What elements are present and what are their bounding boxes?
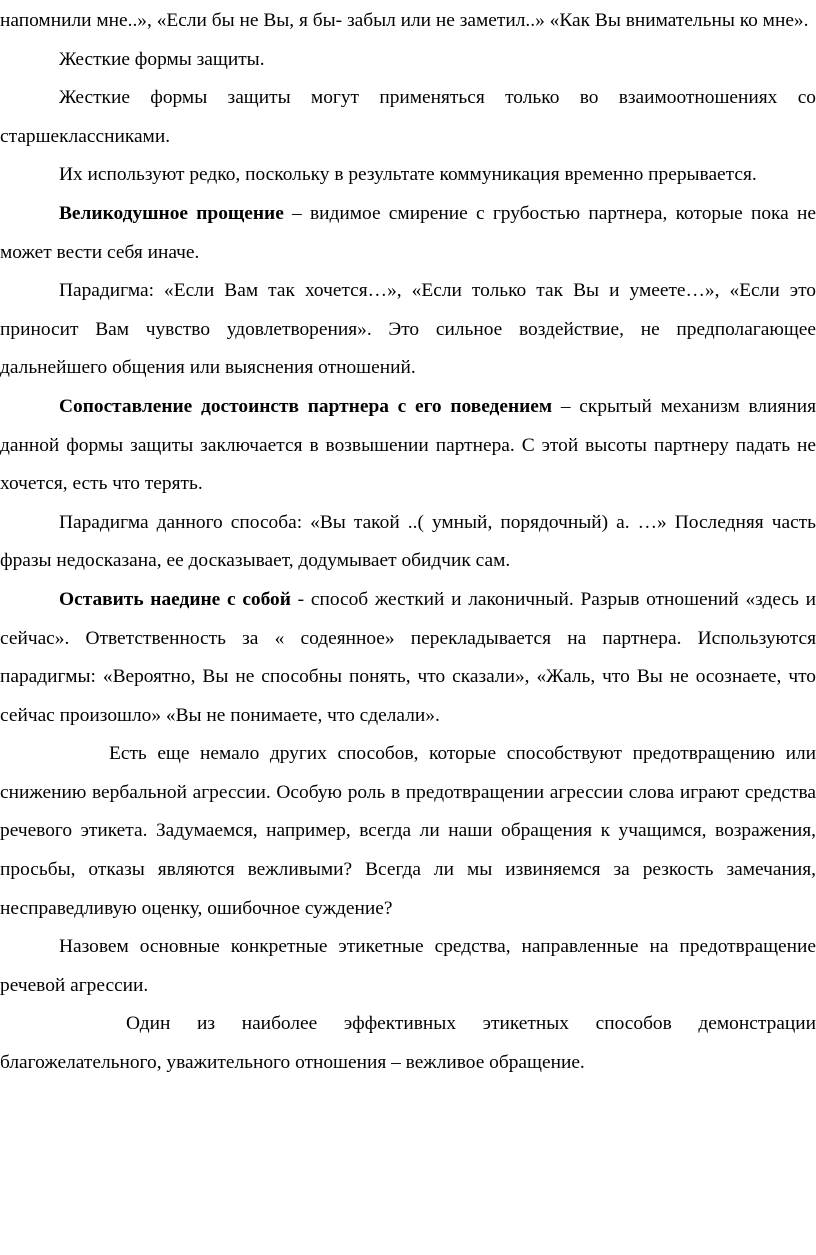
paragraph-10 (0, 735, 816, 928)
paragraph-text: напомнили мне..», «Если бы не Вы, я бы- забыл или не заметил..» «Как Вы внимательны ко мне». (0, 10, 809, 31)
paragraph-7 (0, 388, 816, 504)
paragraph-12 (0, 1005, 816, 1082)
paragraph-5 (0, 195, 816, 272)
paragraph-6 (0, 272, 816, 388)
paragraph-text: Жесткие формы защиты могут применяться только во взаимоотношениях со старшеклассниками. (0, 87, 816, 147)
paragraph-text: Парадигма: «Если Вам так хочется…», «Если только так Вы и умеете…», «Если это приносит Вам чувство удовлетворения». Это сильное воздействие, не предполагающее дальнейшего общения или выяснения отношений. (0, 280, 816, 379)
paragraph-text: Жесткие формы защиты. (59, 48, 265, 70)
paragraph-text: Один из наиболее эффективных этикетных способов демонстрации благожелательного, уважительного отношения – вежливое обращение. (0, 1013, 816, 1074)
paragraph-text: – скрытый механизм влияния данной формы защиты заключается в возвышении партнера. С этой высоты партнеру падать не хочется, есть что терять. (0, 395, 816, 495)
paragraph-8 (0, 504, 816, 581)
bold-term: Оставить наедине с собой (59, 588, 291, 610)
paragraph-4 (0, 156, 816, 195)
document-page (0, 2, 816, 1083)
paragraph-text: Есть еще немало других способов, которые способствуют предотвращению или снижению вербальной агрессии. Особую роль в предотвращении агрессии слова играют средства речевого этикета. Задумаемся, например, всегда ли наши обращения к учащимся, возражения, просьбы, отказы являются вежливыми? Всегда ли мы извиняемся за резкость замечания, несправедливую оценку, ошибочное суждение? (0, 743, 816, 919)
paragraph-11 (0, 928, 816, 1005)
paragraph-text: - способ жесткий и лаконичный. Разрыв отношений «здесь и сейчас». Ответственность за « содеянное» перекладывается на партнера. Используются парадигмы: «Вероятно, Вы не способны понять, что сказали», «Жаль, что Вы не осознаете, что сейчас произошло» «Вы не понимаете, что сделали». (0, 588, 816, 726)
bold-term: Великодушное прощение (59, 202, 284, 224)
paragraph-1 (0, 2, 816, 41)
paragraph-text: Назовем основные конкретные этикетные средства, направленные на предотвращение речевой агрессии. (0, 936, 816, 996)
paragraph-text: Их используют редко, поскольку в результате коммуникация временно прерывается. (59, 164, 757, 186)
paragraph-text: Парадигма данного способа: «Вы такой ..( умный, порядочный) а. …» Последняя часть фразы недосказана, ее досказывает, додумывает обидчик сам. (0, 511, 816, 572)
bold-term: Сопоставление достоинств партнера с его поведением (59, 395, 553, 417)
paragraph-2 (0, 41, 816, 80)
paragraph-9 (0, 581, 816, 735)
paragraph-3 (0, 79, 816, 156)
paragraph-text: – видимое смирение с грубостью партнера, которые пока не может вести себя иначе. (0, 202, 816, 263)
